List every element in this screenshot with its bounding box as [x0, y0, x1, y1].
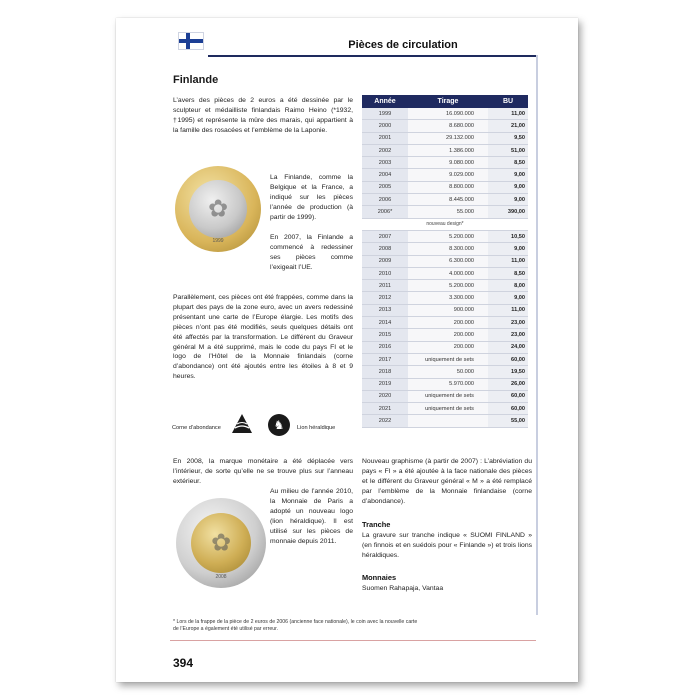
table-row — [362, 108, 528, 120]
cell-year: 2015 — [362, 329, 408, 341]
cornucopia-label: Corne d’abondance — [172, 425, 221, 431]
cell-bu: 9,00 — [488, 169, 528, 181]
table-row — [362, 366, 528, 378]
cell-bu: 11,00 — [488, 255, 528, 267]
cell-mintage: 8.300.000 — [408, 243, 488, 255]
table-row — [362, 292, 528, 304]
cell-mintage: 200.000 — [408, 329, 488, 341]
cell-year: 2014 — [362, 317, 408, 329]
table-row — [362, 317, 528, 329]
table-row — [362, 169, 528, 181]
table-row — [362, 267, 528, 279]
cell-mintage: 55.000 — [408, 206, 488, 218]
side-rule — [536, 55, 538, 615]
design-divider-row — [362, 218, 528, 230]
col-header-bu: BU — [488, 95, 528, 108]
cell-mintage: 5.970.000 — [408, 378, 488, 390]
cell-year: 2021 — [362, 403, 408, 415]
cell-bu: 21,00 — [488, 120, 528, 132]
cell-bu: 8,50 — [488, 267, 528, 279]
cell-bu: 23,00 — [488, 317, 528, 329]
cell-mintage: 1.386.000 — [408, 144, 488, 156]
cell-bu: 9,00 — [488, 181, 528, 193]
edge-paragraph: La gravure sur tranche indique « SUOMI FINLAND » (en finnois et en suédois pour « Finlande ») et trois lions héraldiques. — [362, 532, 532, 559]
cell-year: 2011 — [362, 280, 408, 292]
cell-year: 2005 — [362, 181, 408, 193]
coin-year: 2008 — [215, 574, 227, 580]
table-row — [362, 329, 528, 341]
cell-year: 1999 — [362, 108, 408, 120]
table-row — [362, 132, 528, 144]
cell-mintage: 5.200.000 — [408, 280, 488, 292]
cell-bu: 9,00 — [488, 243, 528, 255]
cell-year: 2018 — [362, 366, 408, 378]
cloudberry-icon: ✿ — [210, 529, 232, 557]
table-row — [362, 194, 528, 206]
section-title: Pièces de circulation — [348, 39, 458, 51]
cell-bu: 60,00 — [488, 403, 528, 415]
cell-mintage: uniquement de sets — [408, 403, 488, 415]
cell-mintage: 5.200.000 — [408, 230, 488, 242]
table-row — [362, 230, 528, 242]
redesign-paragraph: En 2007, la Finlande a commencé à redessiner ses pièces comme l’exigeait l’UE. — [270, 234, 353, 271]
cell-bu: 60,00 — [488, 390, 528, 402]
mark-moved-paragraph: En 2008, la marque monétaire a été déplacée vers l’intérieur, de sorte qu’elle ne se trouve plus sur l’anneau extérieur. — [173, 458, 353, 485]
table-row — [362, 243, 528, 255]
finland-flag-icon — [178, 32, 204, 50]
cell-year: 2022 — [362, 415, 408, 427]
table-row — [362, 415, 528, 427]
cell-mintage: 16.090.000 — [408, 108, 488, 120]
cell-mintage: uniquement de sets — [408, 390, 488, 402]
cell-year: 2009 — [362, 255, 408, 267]
coin-1999-image — [175, 166, 261, 252]
cell-bu: 55,00 — [488, 415, 528, 427]
cell-mintage: 50.000 — [408, 366, 488, 378]
cell-year: 2000 — [362, 120, 408, 132]
lion-logo-paragraph: Au milieu de l’année 2010, la Monnaie de Paris a adopté un nouveau logo (lion héraldique). Il est utilisé sur les pièces de monnaie depuis 2011. — [270, 488, 353, 545]
table-row — [362, 390, 528, 402]
cell-bu: 23,00 — [488, 329, 528, 341]
year-paragraph: La Finlande, comme la Belgique et la France, a indiqué sur les pièces l’année de production (à partir de 1999). — [270, 174, 353, 221]
cloudberry-icon: ✿ — [207, 195, 229, 223]
table-row — [362, 304, 528, 316]
cell-mintage — [408, 415, 488, 427]
cell-year: 2010 — [362, 267, 408, 279]
mint-heading: Monnaies — [362, 573, 397, 582]
cell-bu: 10,50 — [488, 230, 528, 242]
table-row — [362, 403, 528, 415]
lion-label: Lion héraldique — [297, 425, 336, 431]
cell-mintage: 200.000 — [408, 317, 488, 329]
cell-year: 2016 — [362, 341, 408, 353]
cell-bu: 9,50 — [488, 132, 528, 144]
intro-paragraph: L’avers des pièces de 2 euros a été dessinée par le sculpteur et médailliste finlandais Raimo Heino (*1932, †1995) et représente la mûre des marais, qui appartient à la famille des rosacées et l’emblème de la Laponie. — [173, 97, 353, 134]
mintage-table — [362, 95, 528, 428]
cell-year: 2013 — [362, 304, 408, 316]
cell-mintage: uniquement de sets — [408, 353, 488, 365]
edge-heading: Tranche — [362, 520, 391, 529]
table-row — [362, 341, 528, 353]
col-header-mintage: Tirage — [408, 95, 488, 108]
cell-bu: 9,00 — [488, 292, 528, 304]
cell-mintage: 6.300.000 — [408, 255, 488, 267]
cell-mintage: 8.445.000 — [408, 194, 488, 206]
cell-mintage: 200.000 — [408, 341, 488, 353]
coin-2008-image — [176, 498, 266, 588]
table-row — [362, 157, 528, 169]
table-row — [362, 206, 528, 218]
cell-mintage: 8.680.000 — [408, 120, 488, 132]
cell-year: 2017 — [362, 353, 408, 365]
table-row — [362, 144, 528, 156]
mint-name: Suomen Rahapaja, Vantaa — [362, 585, 444, 592]
footnote: * Lors de la frappe de la pièce de 2 euros de 2006 (ancienne face nationale), le coin avec la nouvelle carte de l’Europe a également été utilisé par erreur. — [173, 619, 418, 632]
cell-mintage: 29.132.000 — [408, 132, 488, 144]
cell-bu: 26,00 — [488, 378, 528, 390]
table-row — [362, 255, 528, 267]
cell-year: 2006* — [362, 206, 408, 218]
cell-year: 2006 — [362, 194, 408, 206]
cell-bu: 9,00 — [488, 194, 528, 206]
cell-bu: 11,00 — [488, 304, 528, 316]
cell-year: 2002 — [362, 144, 408, 156]
footer-rule — [170, 640, 536, 641]
cell-year: 2004 — [362, 169, 408, 181]
table-row — [362, 181, 528, 193]
table-row — [362, 120, 528, 132]
cell-mintage: 900.000 — [408, 304, 488, 316]
cell-year: 2019 — [362, 378, 408, 390]
cell-year: 2001 — [362, 132, 408, 144]
heraldic-lion-icon: ♞ — [268, 414, 290, 436]
cell-year: 2020 — [362, 390, 408, 402]
header-rule — [208, 55, 536, 57]
cell-bu: 60,00 — [488, 353, 528, 365]
table-row — [362, 353, 528, 365]
cornucopia-icon — [231, 413, 253, 435]
redesign-details-paragraph: Parallèlement, ces pièces ont été frappées, comme dans la plupart des pays de la zone euro, avec un avers redessiné présentant une carte de l’Europe élargie. Les motifs des pièces n’ont pas été modifiés, seuls quelques détails ont été affectés par la transformation. Le différent du Graveur général M a été supprimé, mais le code du pays FI et le logo de l’Hôtel de la Monnaie finlandais (corne d’abondance) ont été ajoutés entre les étoiles à 8 et 9 heures. — [173, 294, 353, 381]
cell-bu: 390,00 — [488, 206, 528, 218]
cell-bu: 11,00 — [488, 108, 528, 120]
page-number: 394 — [173, 656, 194, 670]
cell-year: 2008 — [362, 243, 408, 255]
table-row — [362, 280, 528, 292]
cell-bu: 8,00 — [488, 280, 528, 292]
cell-mintage: 4.000.000 — [408, 267, 488, 279]
cell-bu: 8,50 — [488, 157, 528, 169]
cell-year: 2012 — [362, 292, 408, 304]
cell-bu: 51,00 — [488, 144, 528, 156]
cell-year: 2003 — [362, 157, 408, 169]
cell-mintage: 3.300.000 — [408, 292, 488, 304]
cell-mintage: 9.029.000 — [408, 169, 488, 181]
coin-year: 1999 — [212, 238, 224, 244]
col-header-year: Année — [362, 95, 408, 108]
cell-bu: 24,00 — [488, 341, 528, 353]
country-heading: Finlande — [173, 74, 219, 86]
cell-year: 2007 — [362, 230, 408, 242]
table-row — [362, 378, 528, 390]
cell-mintage: 8.800.000 — [408, 181, 488, 193]
new-design-paragraph: Nouveau graphisme (à partir de 2007) : L’abréviation du pays « FI » a été ajoutée à la face nationale des pièces et le différent du Graveur général « M » a été remplacé par l’emblème de la Monnaie finlandaise (corne d’abondance). — [362, 458, 532, 505]
table-header-row — [362, 95, 528, 108]
cell-bu: 19,50 — [488, 366, 528, 378]
new-design-label: nouveau design* — [362, 218, 528, 230]
cell-mintage: 9.080.000 — [408, 157, 488, 169]
